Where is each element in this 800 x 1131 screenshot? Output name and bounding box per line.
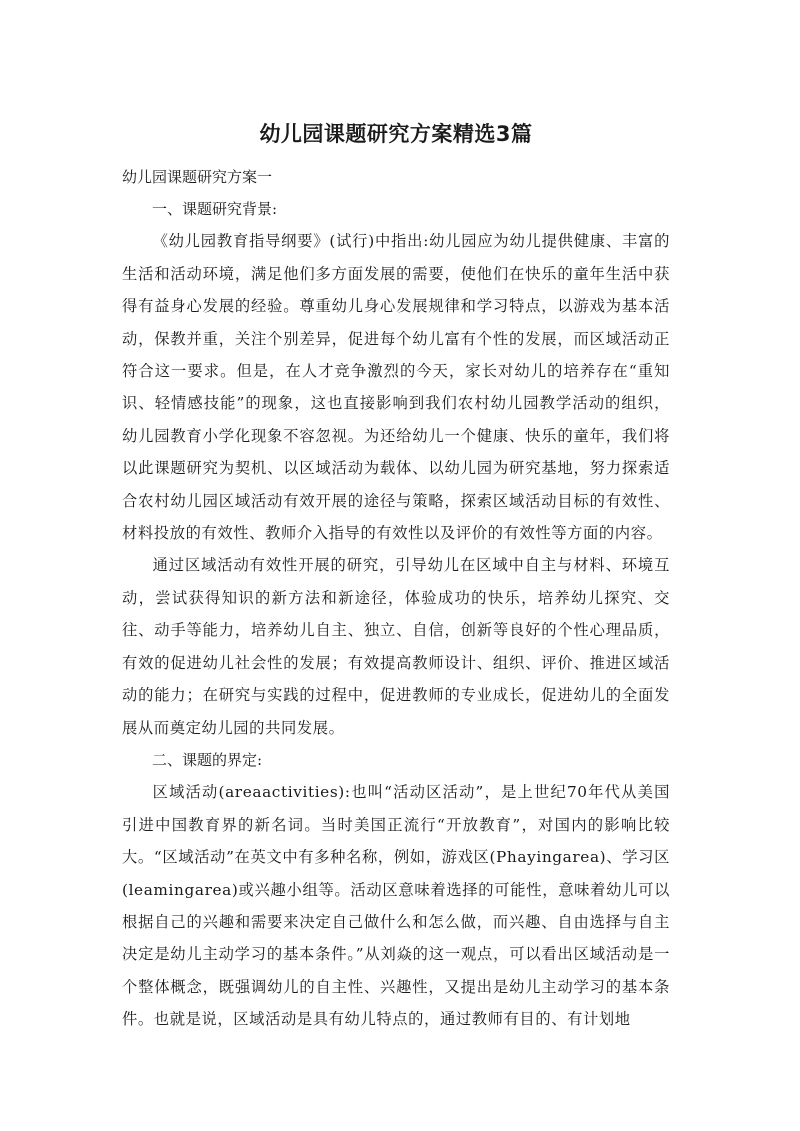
section-heading-definition: 二、课题的界定: [152, 750, 263, 769]
document-subtitle: 幼儿园课题研究方案一 [122, 168, 273, 186]
section-heading-background: 一、课题研究背景: [152, 200, 278, 218]
paragraph-goals: 通过区域活动有效性开展的研究，引导幼儿在区域中自主与材料、环境互动，尝试获得知识的新方法和新途径，体验成功的快乐，培养幼儿探究、交往、动手等能力，培养幼儿自主、独立、自信，创新等良好的个性心理品质，有效的促进幼儿社会性的发展；有效提高教师设计、组织、评价、推进区域活动的能力；在研究与实践的过程中，促进教师的专业成长，促进幼儿的全面发展从而奠定幼儿园的共同发展。 [122, 556, 670, 737]
document-title: 幼儿园课题研究方案精选3篇 [259, 122, 533, 146]
paragraph-definition: 区域活动(areaactivities):也叫“活动区活动”，是上世纪70年代从美国引进中国教育界的新名词。当时美国正流行“开放教育”，对国内的影响比较大。“区域活动”在英文中有多种名称，例如，游戏区(Phayingarea)、学习区(leamingarea)或兴趣小组等。活动区意味着选择的可能性，意味着幼儿可以根据自己的兴趣和需要来决定自己做什么和怎么做，而兴趣、自由选择与自主决定是幼儿主动学习的基本条件。”从刘焱的这一观点，可以看出区域活动是一个整体概念，既强调幼儿的自主性、兴趣性，又提出是幼儿主动学习的基本条件。也就是说，区域活动是具有幼儿特点的，通过教师有目的、有计划地 [122, 783, 670, 1029]
paragraph-background: 《幼儿园教育指导纲要》(试行)中指出:幼儿园应为幼儿提供健康、丰富的生活和活动环境，满足他们多方面发展的需要，使他们在快乐的童年生活中获得有益身心发展的经验。尊重幼儿身心发展规律和学习特点，以游戏为基本活动，保教并重，关注个别差异，促进每个幼儿富有个性的发展，而区域活动正符合这一要求。但是，在人才竞争激烈的今天，家长对幼儿的培养存在“重知识、轻情感技能”的现象，这也直接影响到我们农村幼儿园教学活动的组织，幼儿园教育小学化现象不容忽视。为还给幼儿一个健康、快乐的童年，我们将以此课题研究为契机、以区域活动为载体、以幼儿园为研究基地，努力探索适合农村幼儿园区域活动有效开展的途径与策略，探索区域活动目标的有效性、材料投放的有效性、教师介入指导的有效性以及评价的有效性等方面的内容。 [122, 232, 670, 543]
